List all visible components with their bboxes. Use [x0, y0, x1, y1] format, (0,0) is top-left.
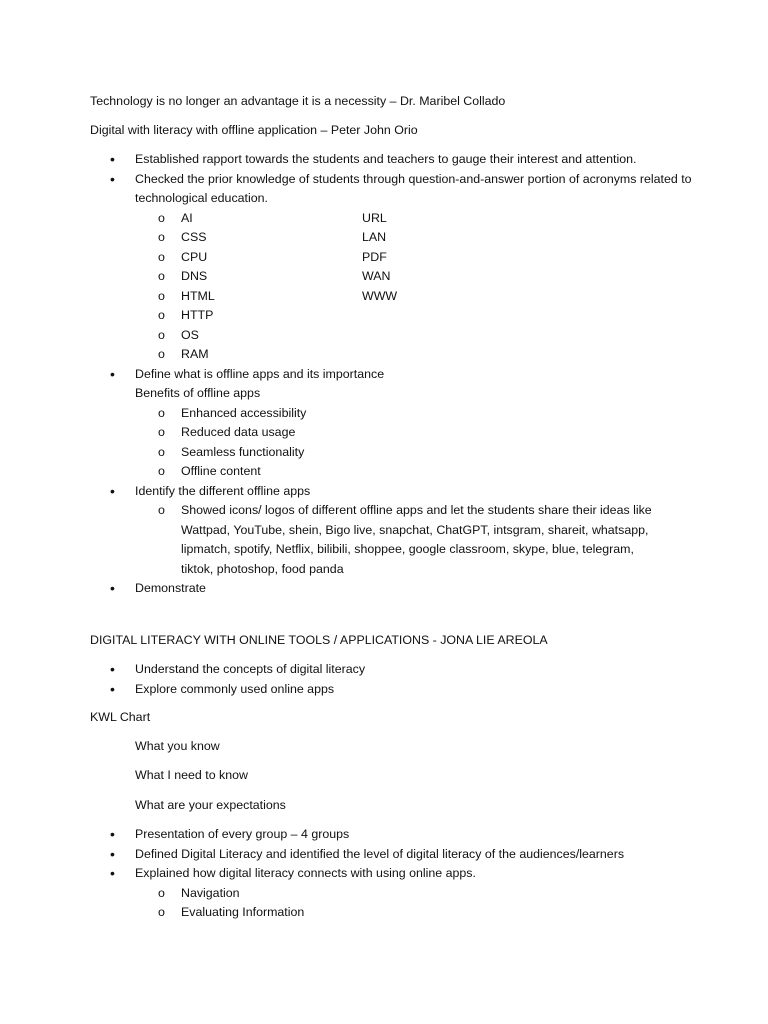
acronym-item: o AI URL: [0, 209, 695, 229]
list-item: • Demonstrate: [0, 579, 695, 599]
list-item: • Explore commonly used online apps: [0, 680, 695, 700]
kwl-item: What you know: [135, 739, 220, 753]
section2-list-2: [0, 825, 695, 923]
benefits-list: [135, 404, 695, 482]
kwl-item: What I need to know: [135, 768, 248, 782]
acronym-item: o OS: [0, 326, 695, 346]
acronym-item: o CPU PDF: [0, 248, 695, 268]
acronym-item: o HTML WWW: [0, 287, 695, 307]
sub-item: o Navigation: [0, 884, 695, 904]
list-item: • Understand the concepts of digital literacy: [0, 660, 695, 680]
list-item: • Define what is offline apps and its importance Benefits of offline apps o Enhanced accessibility o Reduced data usage o Seamless functionality o Offline content: [0, 365, 695, 482]
kwl-title: KWL Chart: [90, 710, 151, 724]
benefit-item: o Reduced data usage: [0, 423, 695, 443]
list-item: • Defined Digital Literacy and identified the level of digital literacy of the audiences/learners: [0, 845, 695, 865]
benefit-item: o Enhanced accessibility: [0, 404, 695, 424]
acronym-item: o HTTP: [0, 306, 695, 326]
kwl-item: What are your expectations: [135, 798, 286, 812]
list-item: • Identify the different offline apps o Showed icons/ logos of different offline apps and let the students share their ideas like Wattpad, YouTube, shein, Bigo live, snapchat, ChatGPT, intsgram, shareit, whatsapp, lipmatch, spotify, Netflix, bilibili, shoppee, google classroom, skype, blue, telegram, tiktok, photoshop, food panda: [0, 482, 695, 580]
sub-item: o Evaluating Information: [0, 903, 695, 923]
list-item: • Checked the prior knowledge of students through question-and-answer portion of acronyms related to technological education. o AI URL o CSS LAN o CPU PDF o DNS WAN o HTML WWW o HTTP o OS o RAM: [0, 170, 695, 365]
acronym-item: o DNS WAN: [0, 267, 695, 287]
list-item: • Presentation of every group – 4 groups: [0, 825, 695, 845]
section1-list: [0, 150, 695, 599]
list-item: • Explained how digital literacy connects with using online apps. o Navigation o Evaluating Information: [0, 864, 695, 923]
list-item: • Established rapport towards the students and teachers to gauge their interest and attention.: [0, 150, 695, 170]
quote-line: Technology is no longer an advantage it is a necessity – Dr. Maribel Collado: [90, 94, 506, 108]
acronym-item: o CSS LAN: [0, 228, 695, 248]
section2-heading: DIGITAL LITERACY WITH ONLINE TOOLS / APPLICATIONS - JONA LIE AREOLA: [90, 633, 548, 647]
benefit-item: o Offline content: [0, 462, 695, 482]
benefit-item: o Seamless functionality: [0, 443, 695, 463]
section2-list: [0, 660, 695, 699]
acronym-list: [135, 209, 695, 365]
offline-apps-item: o Showed icons/ logos of different offline apps and let the students share their ideas like Wattpad, YouTube, shein, Bigo live, snapchat, ChatGPT, intsgram, shareit, whatsapp, lipmatch, spotify, Netflix, bilibili, shoppee, google classroom, skype, blue, telegram, tiktok, photoshop, food panda: [0, 501, 666, 579]
acronym-item: o RAM: [0, 345, 695, 365]
connect-sublist: [135, 884, 695, 923]
offline-apps-list: [135, 501, 695, 579]
section1-heading: Digital with literacy with offline application – Peter John Orio: [90, 123, 418, 137]
